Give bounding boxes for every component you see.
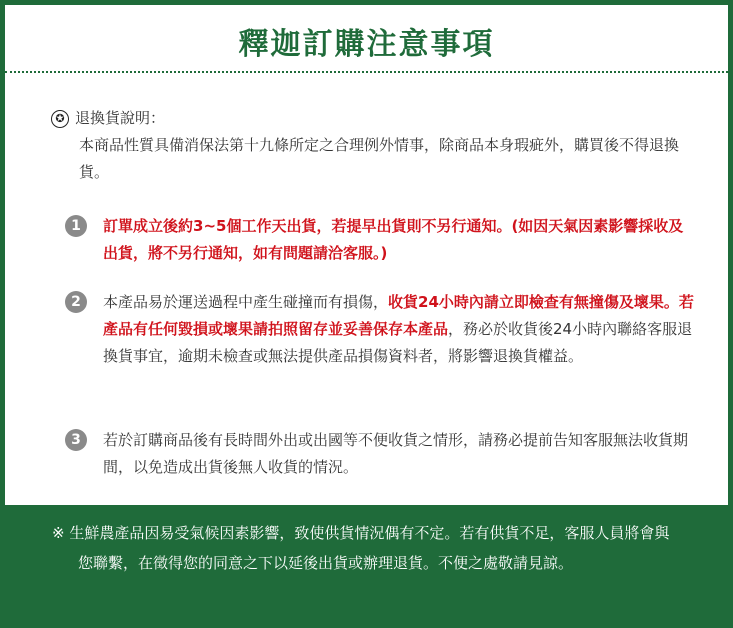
footer-note: ※ 生鮮農產品因易受氣候因素影響，致使供貨情況偶有不定。若有供貨不足，客服人員將會與您聯繫，在徵得您的同意之下以延後出貨或辦理退貨。不便之處敬請見諒。: [52, 524, 670, 572]
dotted-divider: [5, 71, 728, 73]
notice-text-1: [103, 213, 695, 267]
notice-red-text-1: 訂單成立後約3~5個工作天出貨，若提早出貨則不另行通知。(如因天氣因素影響採收及出貨，將不另行通知，如有問題請洽客服。): [103, 217, 684, 262]
number-badge-2: 2: [65, 291, 87, 313]
return-policy-section: [51, 105, 701, 186]
notice-text-2-before: 本產品易於運送過程中產生碰撞而有損傷，: [103, 293, 389, 311]
notice-text-2: [103, 289, 695, 370]
notice-card: [5, 5, 728, 505]
notice-red-text-2: 收貨24小時內請立即檢查有無撞傷及壞果。若產品有任何毀損或壞果請拍照留存並妥善保存本產品: [103, 293, 694, 338]
notice-item-3: [65, 427, 695, 481]
return-policy-heading: [51, 105, 701, 132]
return-policy-body: 本商品性質具備消保法第十九條所定之合理例外情事，除商品本身瑕疵外，購買後不得退換貨。: [79, 136, 680, 181]
return-policy-title: 退換貨說明：: [75, 109, 166, 127]
star-circle-icon: ✪: [51, 110, 69, 128]
notice-text-3: 若於訂購商品後有長時間外出或出國等不便收貨之情形，請務必提前告知客服無法收貨期間，以免造成出貨後無人收貨的情況。: [103, 431, 689, 476]
notice-text-2-after: ，務必於收貨後24小時內聯絡客服退換貨事宜，逾期未檢查或無法提供產品損傷資料者，將影響退換貨權益。: [103, 320, 693, 365]
page-title: 釋迦訂購注意事項: [238, 27, 495, 62]
notice-item-2: [65, 289, 695, 370]
number-badge-1: 1: [65, 215, 87, 237]
number-badge-3: 3: [65, 429, 87, 451]
notice-item-1: [65, 213, 695, 267]
